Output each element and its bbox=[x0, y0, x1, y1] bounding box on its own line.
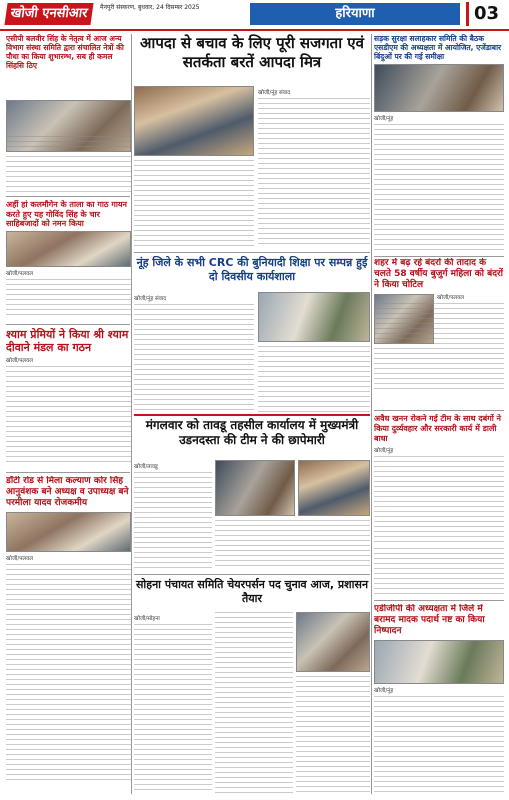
story-11-headline: सोहना पंचायत समिति चेयरपर्सन पद चुनाव आज, प्रशासन तैयार bbox=[135, 578, 369, 605]
story-4-byline: खोजी/पलवल bbox=[6, 270, 33, 277]
story-3-body bbox=[374, 124, 504, 254]
story-12-body bbox=[374, 696, 504, 794]
story-7-headline: श्याम प्रेमियों ने किया श्री श्याम दीवाने मंडल का गठन bbox=[6, 328, 129, 354]
story-8-text-2 bbox=[374, 548, 504, 598]
story-2-body-left bbox=[134, 160, 254, 250]
story-6 bbox=[374, 258, 504, 408]
story-6-byline: खोजी/पलवल bbox=[437, 295, 464, 301]
divider bbox=[374, 600, 504, 601]
story-4-headline: अहीं हां कलमौगेन के ताला का गाठ गायन करते हुए यह गोविंद सिंह के चार साहिबजादों को नमन किया bbox=[6, 200, 127, 228]
story-5-body bbox=[134, 292, 254, 412]
story-9-body-1 bbox=[134, 460, 212, 570]
story-9-headline: मंगलवार को तावडू तहसील कार्यालय में मुख्यमंत्री उडनदस्ता की टीम ने की छापेमारी bbox=[145, 418, 359, 447]
divider bbox=[134, 574, 370, 575]
story-1-body bbox=[6, 136, 131, 194]
divider bbox=[6, 472, 130, 473]
story-5-header bbox=[134, 256, 370, 290]
story-8-headline: अवैध खनन रोकने गई टीम के साथ दबंगों ने किया दुर्व्यवहार और सरकारी कार्य में डाली बाधा bbox=[374, 414, 501, 443]
story-8 bbox=[374, 414, 504, 544]
story-11-body-2 bbox=[215, 612, 293, 794]
story-2-text bbox=[258, 98, 370, 246]
story-3-photo bbox=[374, 64, 504, 112]
story-8-continued bbox=[374, 548, 504, 598]
story-5-byline: खोजी/नूंह संवाद bbox=[134, 296, 167, 302]
story-6-body bbox=[374, 303, 504, 393]
newspaper-logo: खोजी एनसीआर bbox=[4, 3, 93, 25]
story-9-body-2 bbox=[215, 520, 370, 570]
section-title: हरियाणा bbox=[250, 3, 460, 25]
story-7-body bbox=[6, 366, 131, 466]
story-12-byline: खोजी/नूंह bbox=[374, 688, 394, 694]
masthead bbox=[0, 0, 509, 30]
story-11-photo bbox=[296, 612, 370, 672]
story-2-text-left bbox=[134, 160, 254, 250]
story-12-headline: एडीजीपी की अध्यक्षता में जिले में बरामद मादक पदार्थ नष्ट का किया निष्पादन bbox=[374, 604, 485, 636]
divider bbox=[6, 196, 130, 197]
page-number: 03 bbox=[466, 2, 504, 26]
story-11-text-1 bbox=[134, 624, 212, 794]
story-3-headline: सड़क सुरक्षा सलाहकार समिति की बैठक एसडीएम की अध्यक्षता में आयोजित, एजेंडाबार बिंदुओं पर की गई समीक्षा bbox=[374, 34, 502, 61]
masthead-rule bbox=[0, 29, 509, 31]
col-divider-2 bbox=[371, 34, 372, 794]
story-2-header bbox=[134, 34, 370, 82]
story-4-photo bbox=[6, 231, 131, 267]
story-8-byline: खोजी/नूंह bbox=[374, 448, 394, 454]
story-7 bbox=[6, 328, 131, 468]
story-9-photo-1 bbox=[215, 460, 295, 516]
story-10-body bbox=[6, 564, 131, 784]
story-5-text bbox=[134, 304, 254, 412]
story-6-headline: शहर में बढ़ रहे बंदरों की तादाद के चलते 58 वर्षीय बुजुर्ग महिला को बंदरों ने किया चोटिल bbox=[374, 258, 504, 290]
divider bbox=[134, 414, 370, 416]
story-8-body bbox=[374, 456, 504, 544]
story-1-headline: एसीपी बलवीर सिंह के नेतृत्व में आज अन्य विभाग संस्था समिति द्वारा संचालित नेत्रों की पौधा का किया शुभारम्भ, सब ही कमल सिंहसि ठिए bbox=[6, 34, 124, 70]
story-4-body bbox=[6, 279, 131, 319]
divider bbox=[374, 410, 504, 411]
story-11-text-3 bbox=[296, 676, 370, 794]
story-2-byline: खोजी/नूंह संवाद bbox=[258, 90, 291, 96]
story-9-text-2 bbox=[215, 520, 370, 570]
story-5-body-right bbox=[258, 346, 370, 412]
story-2-photo bbox=[134, 86, 254, 156]
story-9-byline: खोजी/तावडू bbox=[134, 464, 158, 470]
col-divider-1 bbox=[131, 34, 132, 794]
story-9-photo-2 bbox=[298, 460, 370, 516]
edition-meta: मैनपुरी संस्करण, बुधवार, 24 दिसम्बर 2025 bbox=[100, 4, 200, 11]
story-9-text-1 bbox=[134, 472, 212, 570]
divider bbox=[134, 252, 370, 253]
story-5-text-right bbox=[258, 346, 370, 412]
story-10-byline: खोजी/पलवल bbox=[6, 556, 33, 562]
story-10-headline: डॉटी रोड से मिला कल्याण कोर सिंह आनुवंशक बने अध्यक्ष व उपाध्यक्ष बने परमीला यादव रोजकमीय bbox=[6, 476, 129, 508]
story-1 bbox=[6, 34, 131, 194]
story-11-body-1 bbox=[134, 612, 212, 794]
story-9-header bbox=[134, 418, 370, 458]
story-2-body bbox=[258, 86, 370, 246]
story-11-body-3 bbox=[296, 676, 370, 794]
story-10-photo bbox=[6, 512, 131, 552]
story-11-byline: खोजी/सोहना bbox=[134, 616, 160, 622]
story-7-byline: खोजी/पलवल bbox=[6, 358, 33, 364]
story-4 bbox=[6, 200, 131, 320]
story-2-headline: आपदा से बचाव के लिए पूरी सजगता एवं सतर्कता बरतें आपदा मित्र bbox=[140, 34, 364, 71]
story-3 bbox=[374, 34, 504, 254]
divider bbox=[6, 324, 130, 325]
story-11-header bbox=[134, 578, 370, 612]
story-5-photo bbox=[258, 292, 370, 342]
story-12-photo bbox=[374, 640, 504, 684]
story-11-text-2 bbox=[215, 612, 293, 794]
story-3-byline: खोजी/नूंह bbox=[374, 116, 394, 122]
divider bbox=[374, 256, 504, 257]
story-12 bbox=[374, 604, 504, 794]
story-5-headline: नूंह जिले के सभी CRC की बुनियादी शिक्षा पर सम्पन्न हुई दो दिवसीय कार्यशाला bbox=[136, 256, 368, 283]
story-10 bbox=[6, 476, 131, 794]
